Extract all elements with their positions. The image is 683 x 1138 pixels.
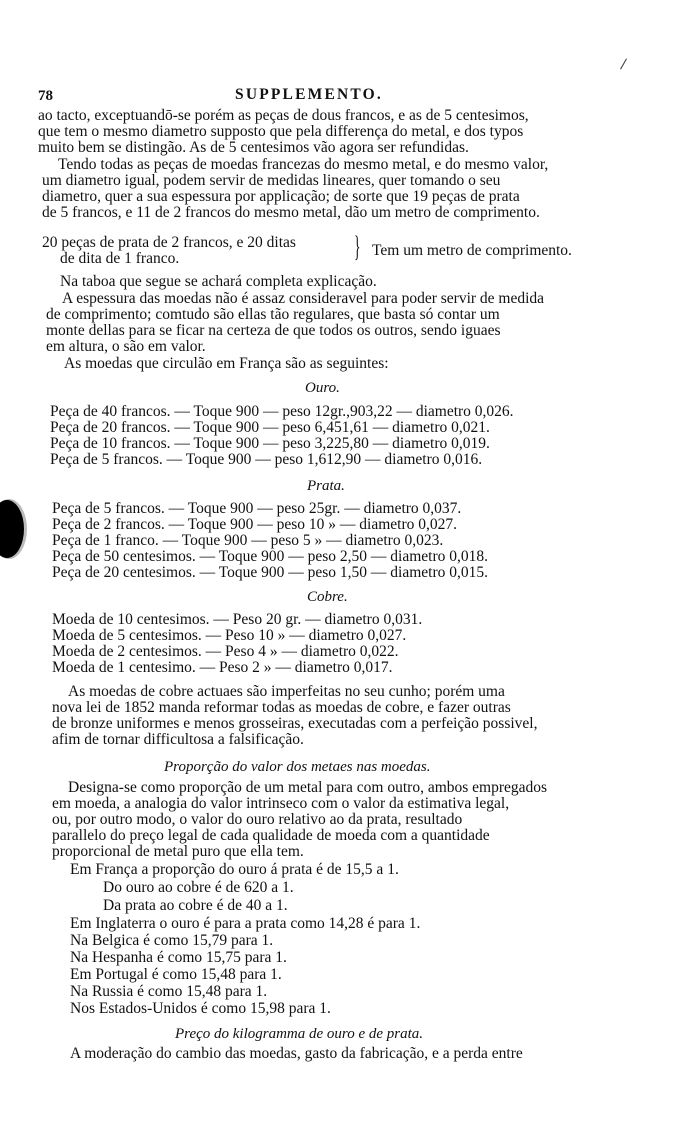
- ratio-line: Na Belgica é como 15,79 para 1.: [70, 932, 274, 949]
- coin-row: Peça de 5 francos. — Toque 900 — peso 25gr. — diametro 0,037.: [52, 500, 462, 517]
- section-title-price: Preço do kilogramma de ouro e de prata.: [175, 1026, 424, 1042]
- binding-hole-shadow: [0, 500, 24, 558]
- ratio-line: Da prata ao cobre é de 40 a 1.: [103, 897, 288, 914]
- paragraph-line: de comprimento; comtudo são ellas tão regulares, que basta só contar um: [46, 306, 500, 323]
- paragraph-line: monte dellas para se ficar na certeza de que todos os outros, sendo iguaes: [46, 322, 501, 339]
- ratio-line: Em Portugal é como 15,48 para 1.: [70, 966, 282, 983]
- coin-row: Moeda de 10 centesimos. — Peso 20 gr. — diametro 0,031.: [52, 611, 423, 628]
- paragraph-line: Designa-se como proporção de um metal para com outro, ambos empregados: [68, 779, 548, 796]
- paragraph-line: A moderação do cambio das moedas, gasto da fabricação, e a perda entre: [70, 1045, 523, 1062]
- section-title-ouro: Ouro.: [305, 380, 340, 396]
- paragraph-line: de 5 francos, e 11 de 2 francos do mesmo metal, dão um metro de comprimento.: [42, 204, 540, 221]
- coin-row: Peça de 40 francos. — Toque 900 — peso 12gr.,903,22 — diametro 0,026.: [50, 403, 514, 420]
- intro-line: muito bem se distingão. As de 5 centesimos vão agora ser refundidas.: [38, 139, 469, 156]
- coin-row: Moeda de 5 centesimos. — Peso 10 » — diametro 0,027.: [52, 627, 407, 644]
- coin-row: Peça de 1 franco. — Toque 900 — peso 5 » — diametro 0,023.: [52, 532, 444, 549]
- paragraph-line: parallelo do preço legal de cada qualidade de moeda com a quantidade: [52, 827, 490, 844]
- page-number: 78: [38, 88, 53, 104]
- paragraph-line: de bronze uniformes e menos grosseiras, executadas com a perfeição possivel,: [52, 715, 538, 732]
- coin-row: Peça de 50 centesimos. — Toque 900 — peso 2,50 — diametro 0,018.: [52, 548, 488, 565]
- coin-row: Peça de 10 francos. — Toque 900 — peso 3,225,80 — diametro 0,019.: [50, 435, 490, 452]
- paragraph-line: diametro, quer a sua espessura por applicação; de sorte que 19 peças de prata: [42, 188, 520, 205]
- coin-row: Peça de 5 francos. — Toque 900 — peso 1,612,90 — diametro 0,016.: [50, 451, 483, 468]
- ratio-line: Em Inglaterra o ouro é para a prata como 14,28 é para 1.: [70, 915, 421, 932]
- brace-right-text: Tem um metro de comprimento.: [372, 242, 572, 259]
- ratio-line: Na Russia é como 15,48 para 1.: [70, 983, 268, 1000]
- paragraph-line: Na taboa que segue se achará completa explicação.: [60, 273, 377, 290]
- paragraph-line: As moedas que circulão em França são as seguintes:: [64, 355, 389, 372]
- running-title: SUPPLEMENTO.: [235, 86, 383, 103]
- ratio-line: Na Hespanha é como 15,75 para 1.: [70, 949, 287, 966]
- coin-row: Peça de 20 centesimos. — Toque 900 — peso 1,50 — diametro 0,015.: [52, 564, 488, 581]
- paragraph-line: em altura, o são em valor.: [46, 338, 206, 355]
- paragraph-line: A espessura das moedas não é assaz consideravel para poder servir de medida: [62, 290, 545, 307]
- coin-row: Peça de 2 francos. — Toque 900 — peso 10 » — diametro 0,027.: [52, 516, 457, 533]
- pen-mark: [620, 59, 627, 70]
- intro-line: que tem o mesmo diametro supposto que pela differença do metal, e dos typos: [38, 123, 524, 140]
- paragraph-line: proporcional de metal puro que ella tem.: [52, 843, 304, 860]
- brace-left-line: 20 peças de prata de 2 francos, e 20 ditas: [42, 234, 296, 251]
- paragraph-line: um diametro igual, podem servir de medidas lineares, quer tomando o seu: [42, 172, 501, 189]
- ratio-line: Nos Estados-Unidos é como 15,98 para 1.: [70, 1000, 331, 1017]
- ratio-line: Em França a proporção do ouro á prata é de 15,5 a 1.: [70, 861, 399, 878]
- paragraph-line: As moedas de cobre actuaes são imperfeitas no seu cunho; porém uma: [68, 683, 505, 700]
- paragraph-line: ou, por outro modo, o valor do ouro relativo ao da prata, resultado: [52, 811, 463, 828]
- paragraph-line: em moeda, a analogia do valor intrinseco com o valor da estimativa legal,: [52, 795, 510, 812]
- section-title-prata: Prata.: [307, 478, 345, 494]
- paragraph-line: afim de tornar difficultosa a falsificação.: [52, 731, 304, 748]
- paragraph-line: nova lei de 1852 manda reformar todas as moedas de cobre, e fazer outras: [52, 699, 511, 716]
- coin-row: Moeda de 1 centesimo. — Peso 2 » — diametro 0,017.: [52, 659, 393, 676]
- brace-glyph: }: [354, 230, 361, 263]
- brace-left-line: de dita de 1 franco.: [60, 250, 180, 267]
- paragraph-line: Tendo todas as peças de moedas francezas do mesmo metal, e do mesmo valor,: [58, 156, 549, 173]
- coin-row: Moeda de 2 centesimos. — Peso 4 » — diametro 0,022.: [52, 643, 399, 660]
- ratio-line: Do ouro ao cobre é de 620 a 1.: [103, 879, 294, 896]
- section-title-cobre: Cobre.: [307, 589, 348, 605]
- section-title-proportion: Proporção do valor dos metaes nas moedas.: [164, 759, 431, 775]
- intro-line: ao tacto, exceptuandō-se porém as peças de dous francos, e as de 5 centesimos,: [38, 107, 529, 124]
- coin-row: Peça de 20 francos. — Toque 900 — peso 6,451,61 — diametro 0,021.: [50, 419, 490, 436]
